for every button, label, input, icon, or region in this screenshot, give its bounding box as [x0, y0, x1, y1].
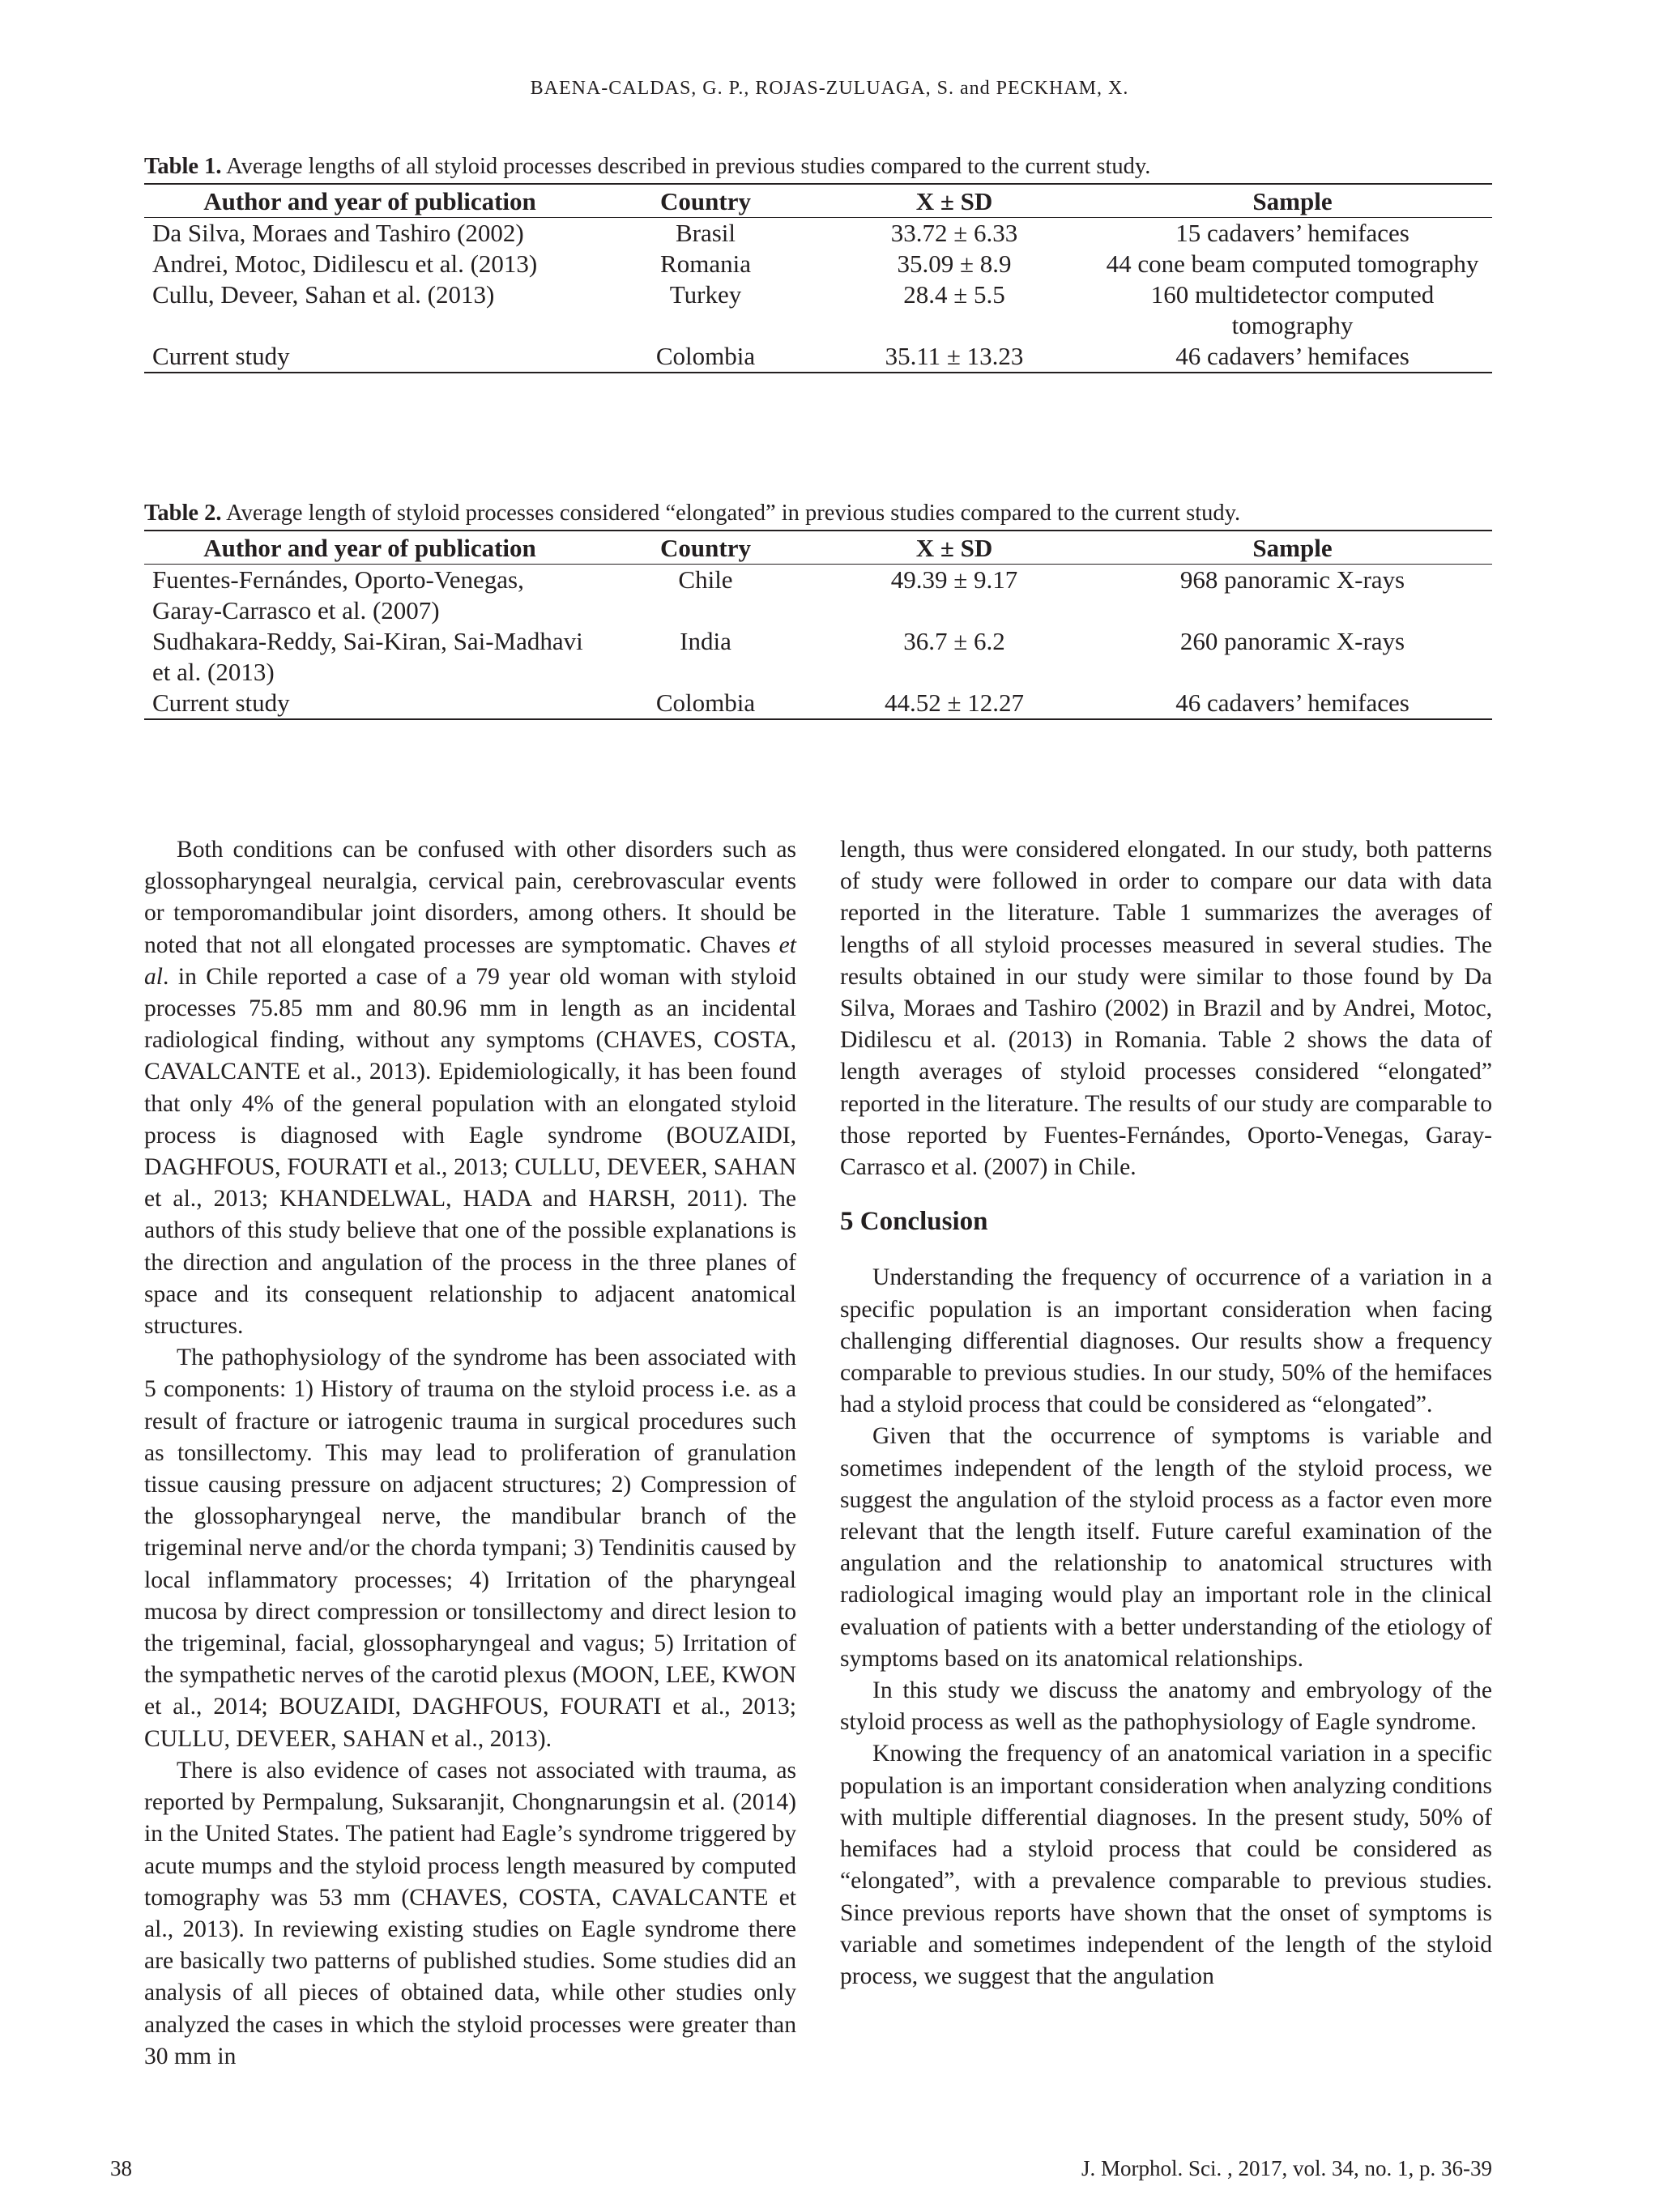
table-cell: Current study	[152, 688, 290, 717]
body-column-left	[144, 834, 796, 2073]
table-cell: 33.72 ± 6.33	[890, 219, 1018, 247]
table-cell: Turkey	[669, 280, 742, 309]
body-paragraph: Knowing the frequency of an anatomical variation in a specific population is an important consideration when analyzing conditions with multiple differential diagnoses. In the present study, 50% of hemifaces had a styloid process that could be considered as “elongated”, with a prevalence comparable to previous studies. Since previous reports have shown that the onset of symptoms is variable and sometimes independent of the length of the styloid process, we suggest that the angulation	[840, 1741, 1492, 1989]
table-cell: Sudhakara-Reddy, Sai-Kiran, Sai-Madhavi et al. (2013)	[152, 627, 583, 686]
table-cell: Andrei, Motoc, Didilescu et al. (2013)	[152, 249, 538, 278]
table-cell: Colombia	[655, 342, 756, 370]
table-row	[144, 688, 1492, 719]
table-cell: Fuentes-Fernándes, Oporto-Venegas, Garay-Carrasco et al. (2007)	[152, 565, 524, 624]
body-paragraph: In this study we discuss the anatomy and embryology of the styloid process as well as the pathophysiology of Eagle syndrome.	[840, 1677, 1492, 1736]
table-cell: Cullu, Deveer, Sahan et al. (2013)	[152, 280, 495, 309]
table-cell: 36.7 ± 6.2	[903, 627, 1005, 655]
table-cell: 44.52 ± 12.27	[884, 688, 1024, 717]
table-cell: 46 cadavers’ hemifaces	[1175, 342, 1410, 370]
body-column-right	[840, 834, 1492, 1993]
table-header-cell: Country	[660, 187, 751, 215]
table-cell: 160 multidetector computed tomography	[1150, 280, 1435, 339]
body-paragraph	[144, 834, 796, 1342]
table-header-cell: Author and year of publication	[203, 534, 536, 562]
table-2-grid	[144, 530, 1492, 720]
table-row	[144, 341, 1492, 373]
table-2-caption	[144, 499, 1492, 528]
table-cell: Chile	[678, 565, 733, 594]
body-paragraph: There is also evidence of cases not associated with trauma, as reported by Permpalung, Suksaranjit, Chongnarungsin et al. (2014) in the United States. The patient had Eagle’s syndrome triggered by acute mumps and the styloid process length measured by computed tomography was 53 mm (CHAVES, COSTA, CAVALCANTE et al., 2013). In reviewing existing studies on Eagle syndrome there are basically two patterns of published studies. Some studies did an analysis of all pieces of obtained data, while other studies only analyzed the cases in which the styloid processes were greater than 30 mm in	[144, 1757, 796, 2069]
table-row	[144, 565, 1492, 627]
table-2-header-row	[144, 531, 1492, 565]
table-2-caption-text: Average length of styloid processes considered “elongated” in previous studies compared to the current study.	[221, 501, 1241, 526]
table-1-header-row	[144, 184, 1492, 218]
section-heading: 5 Conclusion	[840, 1207, 988, 1237]
table-cell: 968 panoramic X-rays	[1179, 565, 1405, 594]
table-1-label: Table 1.	[144, 154, 222, 179]
body-paragraph: The pathophysiology of the syndrome has been associated with 5 components: 1) History of trauma on the styloid process i.e. as a result of fracture or iatrogenic trauma in surgical procedures such as tonsillectomy. This may lead to proliferation of granulation tissue causing pressure on adjacent structures; 2) Compression of the glossopharyngeal nerve, the mandibular branch of the trigeminal nerve and/or the chorda tympani; 3) Tendinitis caused by local inflammatory processes; 4) Irritation of the pharyngeal mucosa by direct compression or tonsillectomy and direct lesion to the trigeminal, facial, glossopharyngeal and vagus; 5) Irritation of the sympathetic nerves of the carotid plexus (MOON, LEE, KWON et al., 2014; BOUZAIDI, DAGHFOUS, FOURATI et al., 2013; CULLU, DEVEER, SAHAN et al., 2013).	[144, 1345, 796, 1752]
running-head: BAENA-CALDAS, G. P., ROJAS-ZULUAGA, S. and PECKHAM, X.	[530, 78, 1129, 99]
table-cell: 44 cone beam computed tomography	[1106, 249, 1479, 278]
page-number: 38	[110, 2156, 132, 2180]
body-paragraph: length, thus were considered elongated. In our study, both patterns of study were followed in order to compare our data with data reported in the literature. Table 1 summarizes the averages of lengths of all styloid processes measured in several studies. The results obtained in our study were similar to those found by Da Silva, Moraes and Tashiro (2002) in Brazil and by Andrei, Motoc, Didilescu et al. (2013) in Romania. Table 2 shows the data of length averages of styloid processes considered “elongated” reported in the literature. The results of our study are comparable to those reported by Fuentes-Fernándes, Oporto-Venegas, Garay-Carrasco et al. (2007) in Chile.	[840, 837, 1492, 1181]
table-row	[144, 218, 1492, 249]
table-header-cell: X ± SD	[915, 534, 993, 562]
table-cell: Da Silva, Moraes and Tashiro (2002)	[152, 219, 524, 247]
table-cell: India	[680, 627, 731, 655]
table-1	[144, 152, 1492, 373]
table-cell: 15 cadavers’ hemifaces	[1175, 219, 1410, 247]
table-cell: Romania	[660, 249, 751, 278]
table-header-cell: Sample	[1252, 534, 1333, 562]
table-1-caption-text: Average lengths of all styloid processes described in previous studies compared to the current study.	[221, 154, 1151, 179]
table-row	[144, 249, 1492, 279]
table-row	[144, 626, 1492, 688]
table-header-cell: Author and year of publication	[203, 187, 536, 215]
table-1-caption	[144, 152, 1492, 181]
table-1-grid	[144, 183, 1492, 373]
table-header-cell: Country	[660, 534, 751, 562]
table-cell: 35.11 ± 13.23	[885, 342, 1024, 370]
journal-citation: J. Morphol. Sci. , 2017, vol. 34, no. 1, p. 36-39	[1081, 2156, 1492, 2180]
body-paragraph: Understanding the frequency of occurrence of a variation in a specific population is an important consideration when facing challenging differential diagnoses. Our results show a frequency comparable to previous studies. In our study, 50% of the hemifaces had a styloid process that could be considered as “elongated”.	[840, 1264, 1492, 1418]
table-row	[144, 279, 1492, 341]
table-2	[144, 499, 1492, 720]
table-cell: 28.4 ± 5.5	[903, 280, 1005, 309]
paragraph-text: . in Chile reported a case of a 79 year old woman with styloid processes 75.85 mm and 80.96 mm in length as an incidental radiological finding, without any symptoms (CHAVES, COSTA, CAVALCANTE et al., 2013). Epidemiologically, it has been found that only 4% of the general population with an elongated styloid process is diagnosed with Eagle syndrome (BOUZAIDI, DAGHFOUS, FOURATI et al., 2013; CULLU, DEVEER, SAHAN et al., 2013; KHANDELWAL, HADA and HARSH, 2011). The authors of this study believe that one of the possible explanations is the direction and angulation of the process in the three planes of space and its consequent relationship to adjacent anatomical structures.	[144, 963, 796, 1340]
table-header-cell: Sample	[1252, 187, 1333, 215]
italic-text: et al	[144, 931, 796, 990]
table-cell: Colombia	[655, 688, 756, 717]
table-cell: 46 cadavers’ hemifaces	[1175, 688, 1410, 717]
table-cell: Current study	[152, 342, 290, 370]
table-cell: 35.09 ± 8.9	[897, 249, 1012, 278]
table-cell: Brasil	[675, 219, 736, 247]
table-cell: 260 panoramic X-rays	[1179, 627, 1405, 655]
body-paragraph: Given that the occurrence of symptoms is variable and sometimes independent of the length of the styloid process, we suggest the angulation of the styloid process as a factor even more relevant that the length itself. Future careful examination of the angulation and the relationship to anatomical structures with radiological imaging would play an important role in the clinical evaluation of patients with a better understanding of the etiology of symptoms based on its anatomical relationships.	[840, 1423, 1492, 1672]
table-2-label: Table 2.	[144, 501, 222, 526]
table-header-cell: X ± SD	[915, 187, 993, 215]
paragraph-text: Both conditions can be confused with other disorders such as glossopharyngeal neuralgia, cervical pain, cerebrovascular events or temporomandibular joint disorders, among others. It should be noted that not all elongated processes are symptomatic. Chaves	[144, 837, 796, 958]
table-cell: 49.39 ± 9.17	[890, 565, 1018, 594]
